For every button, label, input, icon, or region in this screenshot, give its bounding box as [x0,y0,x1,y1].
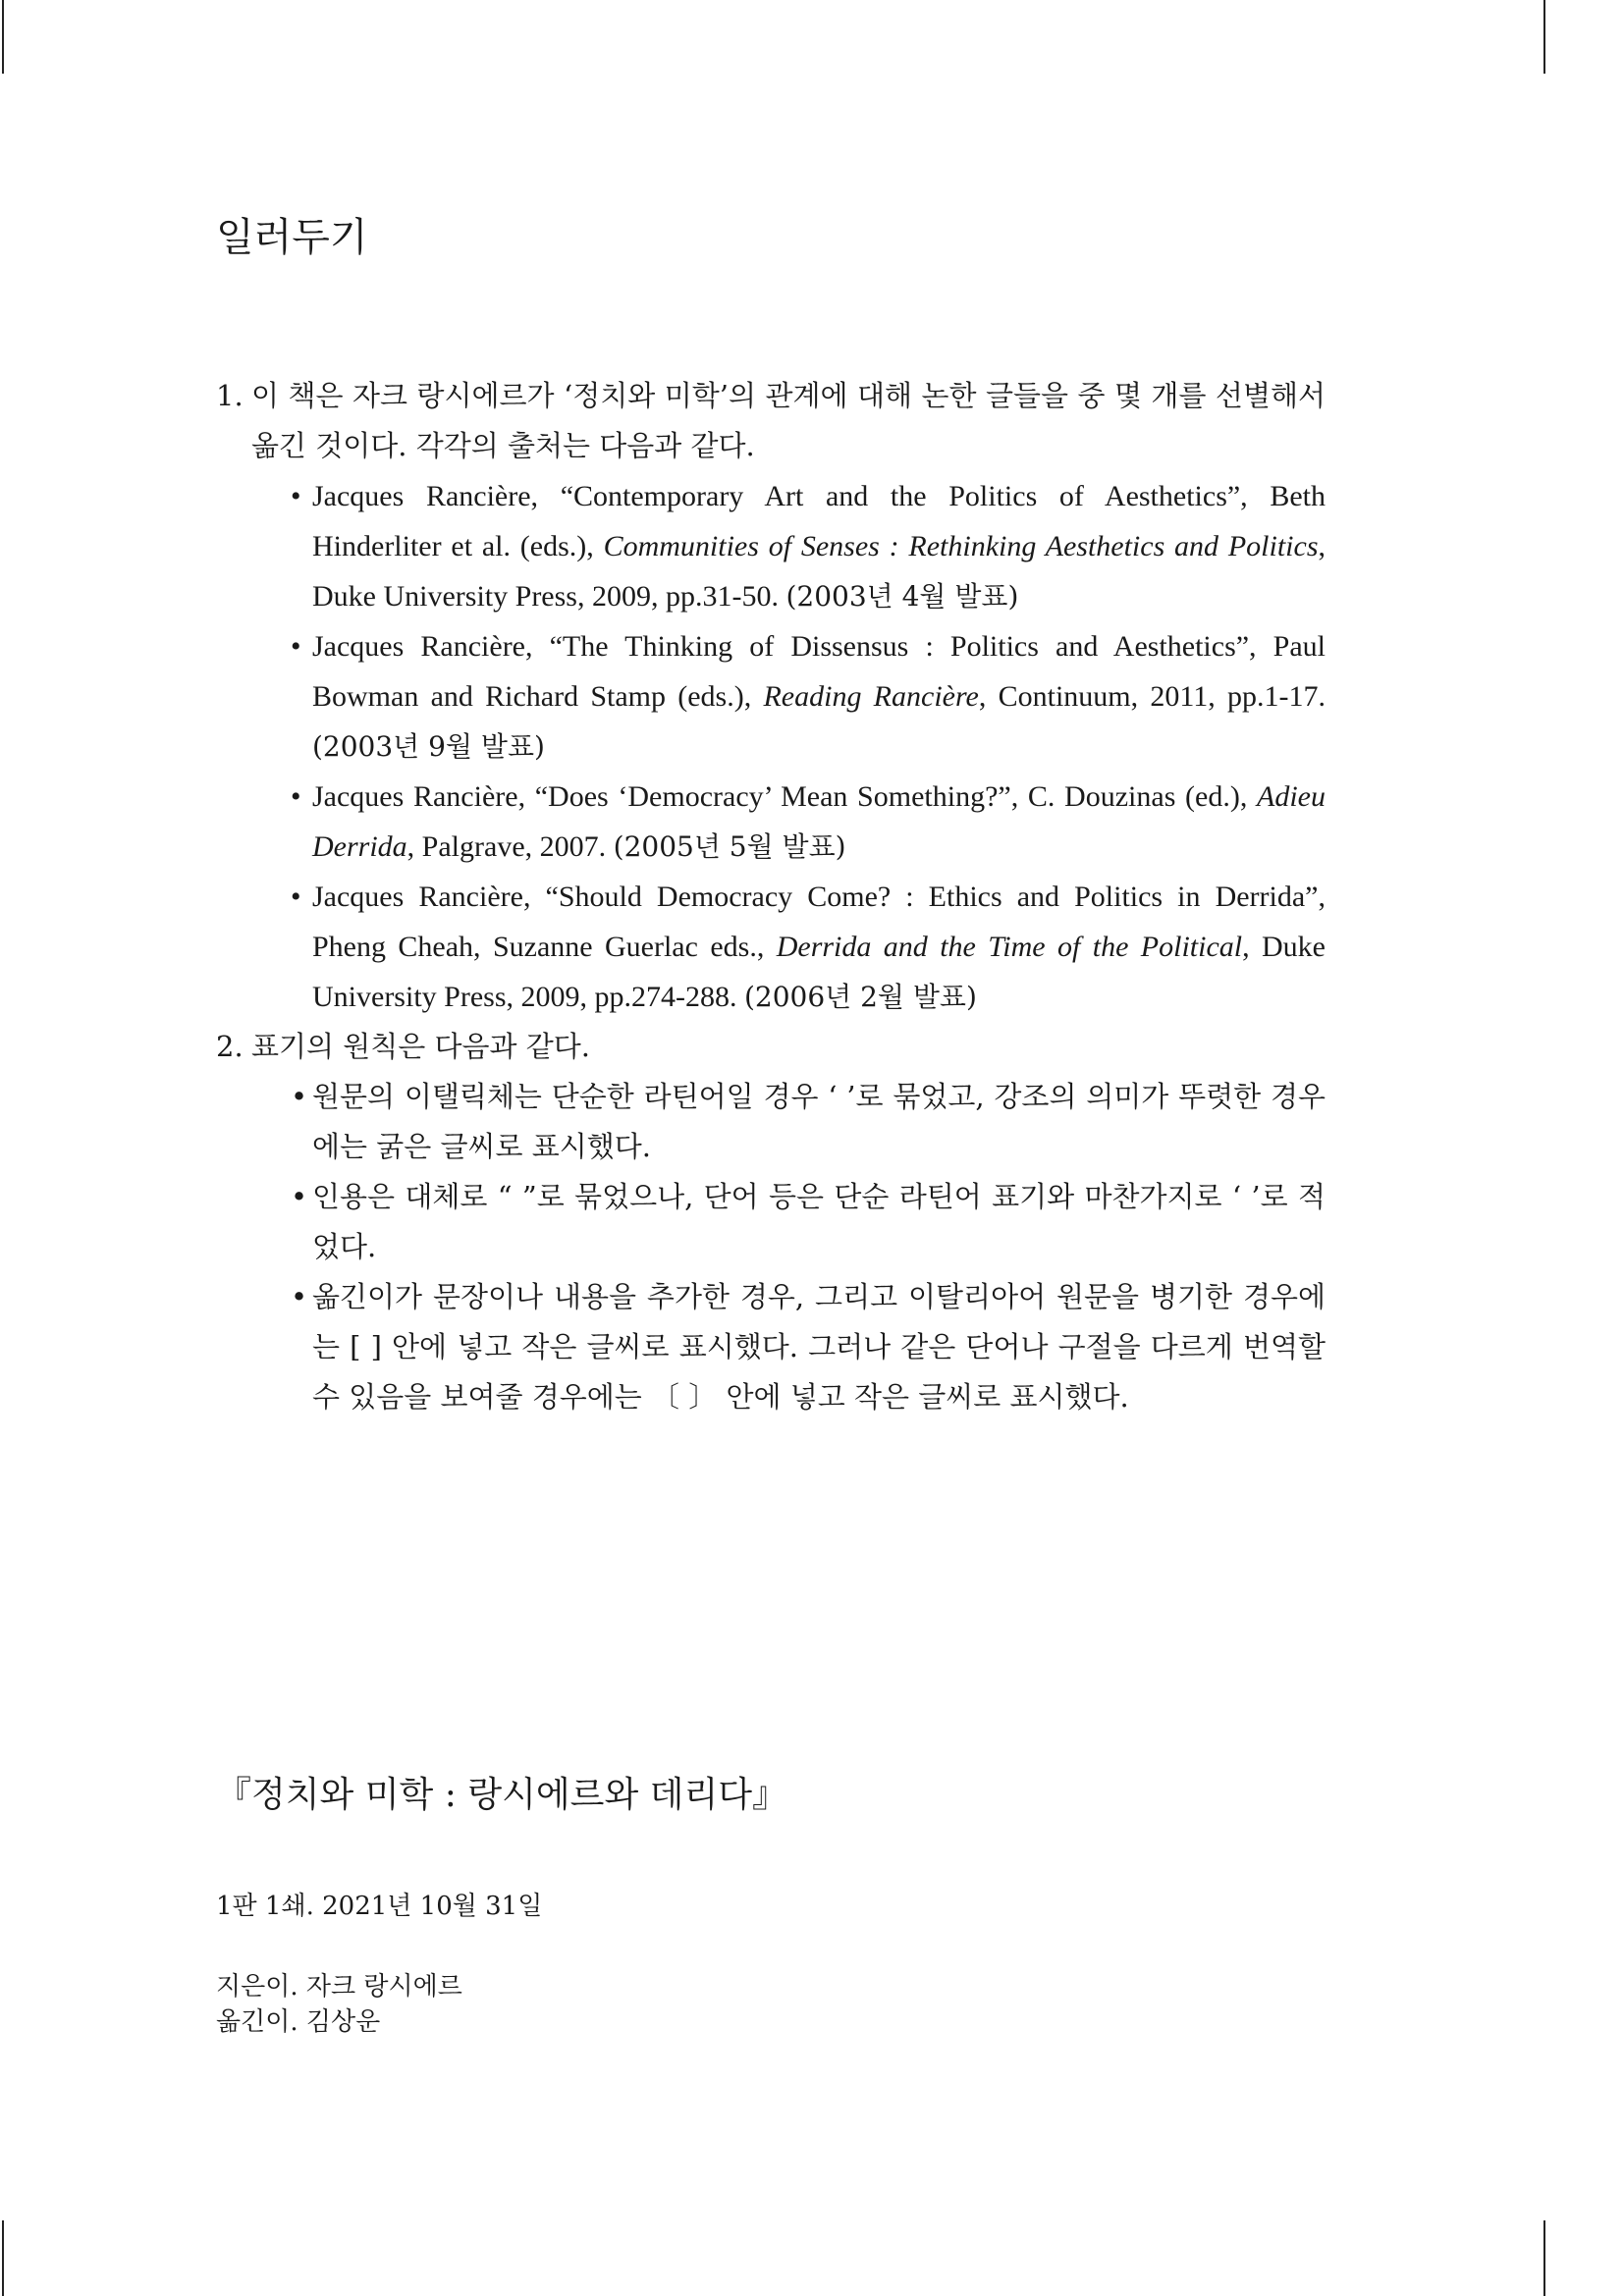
source-item [251,621,1326,772]
source-item [251,772,1326,872]
bullet-icon: • [291,1280,308,1313]
source-text: Jacques Rancière, “The Thinking of Dissensus : Politics and Aesthetics”, Paul Bowman and Richard Stamp (eds.), [312,630,1326,713]
source-text: Jacques Rancière, “Contemporary Art and the Politics of Aesthetics”, Beth Hinderliter et al. (eds.), [312,480,1326,562]
source-book-title: Derrida and the Time of the Political [776,931,1243,963]
bullet-icon: • [291,780,301,813]
bullet-icon: • [291,1180,308,1213]
bullet-icon: • [291,1080,308,1113]
source-publisher: , Duke University Press, 2009, pp.31-50. [312,530,1326,613]
source-book-title: Reading Rancière [763,680,979,713]
bullet-icon: • [291,881,301,913]
note-number: 2. [216,1030,244,1063]
source-text: Jacques Rancière, “Should Democracy Come? : Ethics and Politics in Derrida”, Pheng Cheah, Suzanne Guerlac eds., [312,881,1326,963]
rule-text: 인용은 대체로 “ ”로 묶었으나, 단어 등은 단순 라틴어 표기와 마찬가지로 ‘ ’로 적었다. [312,1180,1326,1263]
rule-item [251,1072,1326,1172]
note-number: 1. [216,379,244,412]
note-text: 이 책은 자크 랑시에르가 ‘정치와 미학’의 관계에 대해 논한 글들을 중 몇 개를 선별해서 옮긴 것이다. 각각의 출처는 다음과 같다. [251,379,1326,462]
edition-info: 1판 1쇄. 2021년 10월 31일 [216,1892,543,1921]
source-item [251,872,1326,1022]
source-list [251,471,1326,1022]
notes-section [216,371,1326,1422]
book-title: 『정치와 미학 : 랑시에르와 데리다』 [216,1775,787,1815]
crop-mark-bottom-right [1543,2220,1545,2296]
source-book-title: Communities of Senses : Rethinking Aesthetics and Politics [603,530,1319,562]
note-text: 표기의 원칙은 다음과 같다. [251,1030,591,1063]
rule-text: 옮긴이가 문장이나 내용을 추가한 경우, 그리고 이탈리아어 원문을 병기한 경우에는 [ ] 안에 넣고 작은 글씨로 표시했다. 그러나 같은 단어나 구절을 다르게 번역할 수 있음을 보여줄 경우에는 〔 〕 안에 넣고 작은 글씨로 표시했다. [312,1280,1326,1414]
source-item [251,471,1326,621]
rule-item [251,1172,1326,1272]
page-title: 일러두기 [216,215,368,260]
rule-text: 원문의 이탤릭체는 단순한 라틴어일 경우 ‘ ’로 묶었고, 강조의 의미가 뚜렷한 경우에는 굵은 글씨로 표시했다. [312,1080,1326,1163]
note-2 [216,1022,1326,1422]
source-date: (2006년 2월 발표) [743,981,977,1013]
rule-list [251,1072,1326,1422]
credits [216,1969,1296,2040]
source-publisher: , Palgrave, 2007. [406,830,614,863]
source-date: (2005년 5월 발표) [613,830,846,863]
source-date: (2003년 4월 발표) [785,580,1019,613]
author-credit: 지은이. 자크 랑시에르 [216,1972,462,2002]
translator-credit: 옮긴이. 김상운 [216,2007,381,2037]
rule-item [251,1272,1326,1422]
crop-mark-top-right [1543,0,1545,74]
source-text: Jacques Rancière, “Does ‘Democracy’ Mean Something?”, C. Douzinas (ed.), [312,780,1258,813]
colophon [216,1767,1296,2040]
bullet-icon: • [291,630,301,663]
source-publisher: , Continuum, 2011, pp.1-17. [978,680,1326,713]
source-publisher: , Duke University Press, 2009, pp.274-288. [312,931,1326,1013]
crop-mark-top-left [2,0,4,74]
source-date: (2003년 9월 발표) [312,730,545,763]
source-book-title: Adieu Derrida [312,780,1326,863]
bullet-icon: • [291,480,301,512]
crop-mark-bottom-left [2,2220,4,2296]
note-1 [216,371,1326,1022]
